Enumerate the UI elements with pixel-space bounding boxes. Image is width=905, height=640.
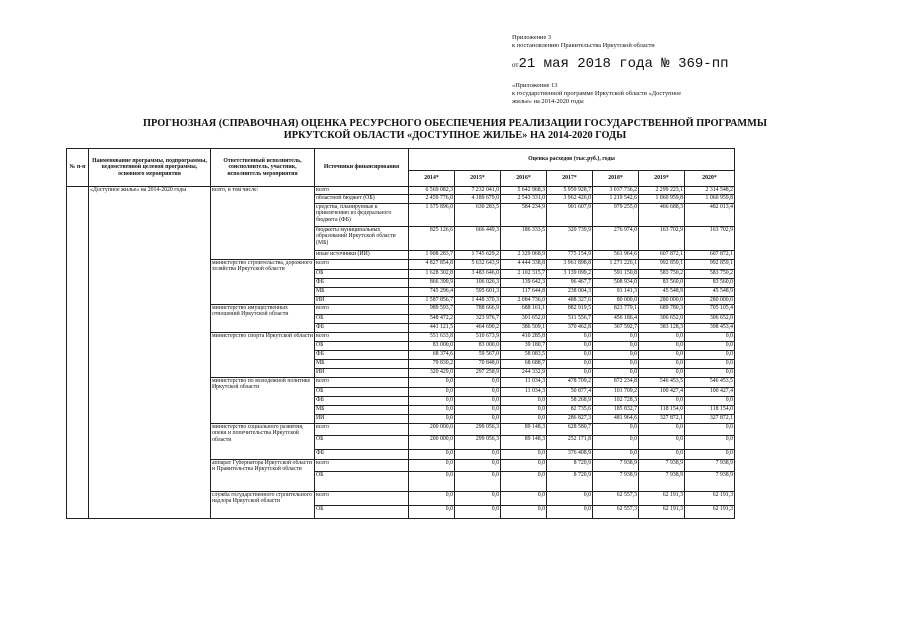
resource-table [66, 148, 735, 519]
resolution-reference: к постановлению Правительства Иркутской области [512, 42, 655, 49]
cell-program-name: «Доступное жилье» на 2014-2020 годы [89, 187, 211, 519]
cell-value: 410 285,8 [501, 332, 547, 341]
document-title-line2: ИРКУТСКОЙ ОБЛАСТИ «ДОСТУПНОЕ ЖИЛЬЕ» НА 2014-2020 ГОДЫ [283, 130, 627, 141]
cell-value: 0,0 [593, 435, 639, 449]
cell-value: 62 191,3 [639, 505, 685, 518]
cell-value: 0,0 [685, 350, 735, 359]
cell-value: 0,0 [639, 423, 685, 435]
col-header-source: Источники финансирования [315, 149, 409, 187]
cell-responsible: министерство строительства, дорожного хозяйства Иркутской области [211, 259, 315, 304]
cell-value: 872 234,8 [593, 377, 639, 387]
cell-value: 607 872,1 [685, 250, 735, 259]
cell-value: 488 327,6 [547, 296, 593, 304]
cell-value: 561 964,6 [593, 250, 639, 259]
cell-responsible: министерство социального развития, опеки и попечительства Иркутской области [211, 423, 315, 459]
cell-value: 0,0 [547, 341, 593, 350]
cell-value: 327 872,1 [685, 414, 735, 423]
cell-source: всего [315, 459, 409, 471]
cell-value: 4 444 338,8 [501, 259, 547, 269]
cell-value: 551 633,8 [409, 332, 455, 341]
col-header-name: Наименование программы, подпрограммы, ведомственной целевой программы, основного мероприятия [89, 149, 211, 187]
cell-value: 1 587 856,7 [409, 296, 455, 304]
col-header-no: № п-п [67, 149, 89, 187]
cell-value: 280 000,0 [685, 296, 735, 304]
appendix-label: Приложение 3 [512, 34, 552, 41]
cell-value: 0,0 [685, 396, 735, 405]
cell-value: 0,0 [409, 387, 455, 396]
cell-value: 100 427,4 [685, 387, 735, 396]
cell-value: 323 976,7 [455, 314, 501, 323]
cell-value: 745 296,4 [409, 287, 455, 296]
cell-value: 11 034,3 [501, 387, 547, 396]
cell-value: 0,0 [547, 505, 593, 518]
cell-value: 96 467,7 [547, 278, 593, 287]
cell-source: ФБ [315, 396, 409, 405]
cell-value: 83 000,0 [455, 341, 501, 350]
cell-value: 58 268,9 [547, 396, 593, 405]
cell-value: 0,0 [593, 368, 639, 377]
cell-value: 238 004,3 [547, 287, 593, 296]
cell-value: 788 666,9 [455, 304, 501, 314]
cell-value: 58 083,5 [501, 350, 547, 359]
cell-source: всего [315, 332, 409, 341]
date-prefix: от [512, 61, 519, 69]
cell-value: 2 329 068,9 [501, 250, 547, 259]
cell-value: 607 872,1 [639, 250, 685, 259]
cell-value: 0,0 [685, 368, 735, 377]
cell-source: ОБ [315, 314, 409, 323]
cell-value: 0,0 [685, 423, 735, 435]
cell-value: 301 652,0 [501, 314, 547, 323]
cell-value: 0,0 [593, 359, 639, 368]
cell-value: 83 560,0 [685, 278, 735, 287]
cell-value: 0,0 [639, 449, 685, 459]
cell-value: 0,0 [685, 449, 735, 459]
cell-value: 591 150,8 [593, 269, 639, 278]
cell-value: 0,0 [639, 341, 685, 350]
cell-value: 286 827,3 [547, 414, 593, 423]
cell-value: 0,0 [409, 449, 455, 459]
cell-value: 901 607,9 [547, 203, 593, 226]
cell-value: 0,0 [685, 332, 735, 341]
cell-value: 80 000,0 [593, 296, 639, 304]
table-row [67, 187, 735, 195]
cell-value: 0,0 [501, 449, 547, 459]
cell-value: 992 859,1 [639, 259, 685, 269]
cell-value: 0,0 [593, 341, 639, 350]
cell-value: 0,0 [455, 471, 501, 491]
cell-value: 8 720,9 [547, 459, 593, 471]
cell-value: 688 161,1 [501, 304, 547, 314]
cell-value: 0,0 [455, 459, 501, 471]
cell-value: 0,0 [501, 414, 547, 423]
cell-value: 5 632 643,9 [455, 259, 501, 269]
cell-source: всего [315, 377, 409, 387]
cell-source: всего [315, 259, 409, 269]
cell-value: 82 735,6 [547, 405, 593, 414]
cell-value: 456 186,4 [593, 314, 639, 323]
cell-value: 0,0 [455, 505, 501, 518]
cell-value: 7 938,9 [685, 471, 735, 491]
cell-value: 478 709,2 [547, 377, 593, 387]
cell-value: 163 702,9 [685, 226, 735, 250]
cell-value: 0,0 [639, 368, 685, 377]
cell-value: 510 673,9 [455, 332, 501, 341]
col-header-year: 2015* [455, 171, 501, 187]
cell-source: ФБ [315, 449, 409, 459]
cell-value: 0,0 [455, 405, 501, 414]
cell-value: 866 399,9 [409, 278, 455, 287]
cell-value: 1 060 959,8 [685, 194, 735, 203]
cell-value: 398 453,4 [685, 323, 735, 332]
cell-source: ИИ [315, 296, 409, 304]
cell-value: 0,0 [455, 449, 501, 459]
cell-responsible: аппарат Губернатора Иркутской области и Правительства Иркутской области [211, 459, 315, 491]
cell-value: 89 148,3 [501, 423, 547, 435]
cell-source: областной бюджет (ОБ) [315, 194, 409, 203]
cell-value: 4 189 679,0 [455, 194, 501, 203]
cell-value: 482 013,4 [685, 203, 735, 226]
cell-value: 163 702,9 [639, 226, 685, 250]
cell-value: 583 750,2 [685, 269, 735, 278]
cell-value: 139 642,3 [501, 278, 547, 287]
cell-value: 3 962 426,0 [547, 194, 593, 203]
cell-value: 7 938,9 [593, 471, 639, 491]
cell-value: 244 332,9 [501, 368, 547, 377]
cell-value: 466 688,3 [639, 203, 685, 226]
cell-value: 0,0 [409, 505, 455, 518]
cell-value: 5 959 928,7 [547, 187, 593, 195]
col-header-year: 2014* [409, 171, 455, 187]
col-header-estimate: Оценка расходов (тыс.руб.), годы [409, 149, 735, 171]
cell-responsible: министерство по молодежной политике Иркутской области [211, 377, 315, 423]
cell-value: 2 314 548,2 [685, 187, 735, 195]
cell-value: 45 548,9 [639, 287, 685, 296]
cell-value: 70 848,0 [455, 359, 501, 368]
cell-source: МБ [315, 287, 409, 296]
cell-responsible: министерство спорта Иркутской области [211, 332, 315, 377]
cell-source: ОБ [315, 505, 409, 518]
cell-value: 0,0 [409, 414, 455, 423]
cell-value: 0,0 [593, 332, 639, 341]
cell-value: 0,0 [593, 350, 639, 359]
cell-source: всего [315, 491, 409, 505]
cell-value: 367 592,7 [593, 323, 639, 332]
cell-value: 0,0 [685, 359, 735, 368]
cell-value: 0,0 [639, 350, 685, 359]
cell-value: 441 121,5 [409, 323, 455, 332]
cell-source: ОБ [315, 387, 409, 396]
cell-value: 689 780,3 [639, 304, 685, 314]
cell-value: 101 709,2 [593, 387, 639, 396]
date-number-text: 21 мая 2018 года № 369-пп [518, 56, 729, 72]
cell-value: 83 560,0 [639, 278, 685, 287]
cell-value: 0,0 [639, 396, 685, 405]
cell-value: 200 000,0 [409, 435, 455, 449]
cell-value: 186 333,5 [501, 226, 547, 250]
cell-value: 989 593,7 [409, 304, 455, 314]
cell-value: 306 652,0 [639, 314, 685, 323]
cell-value: 0,0 [409, 377, 455, 387]
cell-value: 0,0 [409, 459, 455, 471]
cell-source: ФБ [315, 350, 409, 359]
cell-value: 39 180,7 [501, 341, 547, 350]
cell-value: 7 938,9 [685, 459, 735, 471]
document-title-line1: ПРОГНОЗНАЯ (СПРАВОЧНАЯ) ОЦЕНКА РЕСУРСНОГО ОБЕСПЕЧЕНИЯ РЕАЛИЗАЦИИ ГОСУДАРСТВЕННОЙ ПРОГРАММЫ [143, 118, 767, 129]
cell-value: 464 690,2 [455, 323, 501, 332]
col-header-year: 2016* [501, 171, 547, 187]
cell-value: 0,0 [593, 449, 639, 459]
col-header-year: 2020* [685, 171, 735, 187]
cell-value: 200 000,0 [409, 423, 455, 435]
cell-value: 775 154,9 [547, 250, 593, 259]
cell-value: 7 938,9 [593, 459, 639, 471]
resolution-date-number [512, 56, 729, 73]
cell-value: 383 128,3 [639, 323, 685, 332]
cell-value: 299 056,3 [455, 423, 501, 435]
cell-value: 83 000,0 [409, 341, 455, 350]
cell-value: 2 459 776,0 [409, 194, 455, 203]
cell-value: 0,0 [685, 435, 735, 449]
program-reference: к государственной программе Иркутской области «Доступное [512, 90, 682, 97]
col-header-responsible: Ответственный исполнитель, соисполнитель, участник, исполнитель мероприятия [211, 149, 315, 187]
cell-value: 100 427,4 [639, 387, 685, 396]
cell-value: 0,0 [639, 359, 685, 368]
cell-source: иные источники (ИИ) [315, 250, 409, 259]
cell-value: 370 462,8 [547, 323, 593, 332]
cell-value: 825 126,6 [409, 226, 455, 250]
cell-value: 62 191,3 [685, 505, 735, 518]
cell-value: 0,0 [593, 423, 639, 435]
cell-value: 1 908 283,7 [409, 250, 455, 259]
cell-value: 3 483 646,0 [455, 269, 501, 278]
cell-value: 628 580,7 [547, 423, 593, 435]
cell-value: 376 408,9 [547, 449, 593, 459]
cell-value: 705 105,4 [685, 304, 735, 314]
cell-value: 7 938,9 [639, 471, 685, 491]
cell-value: 280 000,0 [639, 296, 685, 304]
cell-no [67, 187, 89, 519]
cell-value: 508 934,0 [593, 278, 639, 287]
cell-value: 320 739,9 [547, 226, 593, 250]
cell-value: 1 745 629,2 [455, 250, 501, 259]
cell-value: 62 557,3 [593, 505, 639, 518]
cell-value: 50 877,4 [547, 387, 593, 396]
cell-value: 89 148,3 [501, 435, 547, 449]
cell-value: 45 548,9 [685, 287, 735, 296]
cell-value: 0,0 [685, 341, 735, 350]
cell-value: 882 919,5 [547, 304, 593, 314]
cell-value: 2 102 315,7 [501, 269, 547, 278]
cell-value: 2 543 331,0 [501, 194, 547, 203]
cell-value: 666 449,3 [455, 226, 501, 250]
cell-value: 584 234,9 [501, 203, 547, 226]
cell-value: 3 139 099,2 [547, 269, 593, 278]
cell-value: 1 375 896,0 [409, 203, 455, 226]
cell-value: 0,0 [501, 471, 547, 491]
program-period: жилье» на 2014-2020 годы [512, 98, 584, 105]
cell-value: 276 974,0 [593, 226, 639, 250]
cell-value: 59 567,0 [455, 350, 501, 359]
cell-value: 2 299 223,1 [639, 187, 685, 195]
cell-value: 1 448 370,3 [455, 296, 501, 304]
cell-source: всего [315, 187, 409, 195]
cell-value: 0,0 [501, 396, 547, 405]
cell-value: 0,0 [455, 491, 501, 505]
cell-value: 0,0 [501, 491, 547, 505]
col-header-year: 2017* [547, 171, 593, 187]
cell-value: 7 232 041,0 [455, 187, 501, 195]
cell-value: 583 750,2 [639, 269, 685, 278]
cell-value: 6 569 082,3 [409, 187, 455, 195]
cell-value: 117 644,8 [501, 287, 547, 296]
cell-value: 68 688,7 [501, 359, 547, 368]
cell-source: ОБ [315, 471, 409, 491]
cell-value: 297 258,9 [455, 368, 501, 377]
cell-value: 0,0 [455, 396, 501, 405]
cell-value: 630 283,5 [455, 203, 501, 226]
cell-value: 1 271 226,1 [593, 259, 639, 269]
cell-value: 91 141,3 [593, 287, 639, 296]
cell-value: 252 171,8 [547, 435, 593, 449]
cell-source: ИИ [315, 368, 409, 377]
cell-value: 5 642 968,3 [501, 187, 547, 195]
cell-value: 546 453,5 [685, 377, 735, 387]
cell-value: 1 628 302,8 [409, 269, 455, 278]
cell-value: 4 827 854,8 [409, 259, 455, 269]
cell-value: 306 652,0 [685, 314, 735, 323]
cell-source: средства, планируемые к привлечению из федерального бюджета (ФБ) [315, 203, 409, 226]
program-appendix-label: «Приложение 13 [512, 82, 558, 89]
cell-value: 11 034,3 [501, 377, 547, 387]
cell-value: 595 601,3 [455, 287, 501, 296]
cell-value: 185 832,7 [593, 405, 639, 414]
cell-source: ОБ [315, 269, 409, 278]
cell-value: 1 219 542,6 [593, 194, 639, 203]
cell-source: бюджеты муниципальных образований Иркутской области (МБ) [315, 226, 409, 250]
cell-responsible: министерство имущественных отношений Иркутской области [211, 304, 315, 332]
cell-value: 3 037 736,2 [593, 187, 639, 195]
cell-value: 548 472,2 [409, 314, 455, 323]
cell-value: 79 830,2 [409, 359, 455, 368]
cell-value: 0,0 [455, 387, 501, 396]
cell-value: 0,0 [409, 405, 455, 414]
cell-value: 386 509,1 [501, 323, 547, 332]
cell-value: 0,0 [409, 491, 455, 505]
cell-value: 106 026,3 [455, 278, 501, 287]
cell-value: 992 859,1 [685, 259, 735, 269]
cell-source: ОБ [315, 435, 409, 449]
cell-value: 0,0 [547, 368, 593, 377]
cell-value: 68 374,6 [409, 350, 455, 359]
cell-value: 0,0 [639, 435, 685, 449]
cell-value: 7 938,9 [639, 459, 685, 471]
cell-value: 0,0 [547, 332, 593, 341]
cell-value: 0,0 [639, 332, 685, 341]
cell-source: ФБ [315, 278, 409, 287]
col-header-year: 2018* [593, 171, 639, 187]
cell-value: 979 255,0 [593, 203, 639, 226]
cell-value: 0,0 [547, 359, 593, 368]
cell-value: 1 060 959,8 [639, 194, 685, 203]
cell-value: 62 557,3 [593, 491, 639, 505]
cell-source: МБ [315, 359, 409, 368]
cell-value: 0,0 [455, 414, 501, 423]
cell-value: 0,0 [547, 350, 593, 359]
cell-value: 62 191,3 [685, 491, 735, 505]
cell-responsible: всего, в том числе: [211, 187, 315, 260]
cell-value: 102 728,3 [593, 396, 639, 405]
cell-value: 823 779,1 [593, 304, 639, 314]
cell-value: 511 556,7 [547, 314, 593, 323]
cell-value: 0,0 [409, 471, 455, 491]
cell-source: всего [315, 423, 409, 435]
cell-value: 0,0 [501, 405, 547, 414]
cell-value: 3 961 898,8 [547, 259, 593, 269]
cell-source: ИИ [315, 414, 409, 423]
cell-value: 118 154,0 [685, 405, 735, 414]
cell-value: 546 453,5 [639, 377, 685, 387]
cell-source: ФБ [315, 323, 409, 332]
cell-value: 0,0 [409, 396, 455, 405]
cell-value: 0,0 [547, 491, 593, 505]
cell-value: 0,0 [501, 459, 547, 471]
cell-value: 0,0 [455, 377, 501, 387]
cell-value: 62 191,3 [639, 491, 685, 505]
cell-value: 2 084 736,0 [501, 296, 547, 304]
cell-responsible: служба государственного строительного надзора Иркутской области [211, 491, 315, 518]
cell-value: 8 720,9 [547, 471, 593, 491]
cell-source: ОБ [315, 341, 409, 350]
cell-source: МБ [315, 405, 409, 414]
col-header-year: 2019* [639, 171, 685, 187]
cell-value: 481 964,6 [593, 414, 639, 423]
cell-value: 118 154,0 [639, 405, 685, 414]
cell-value: 299 056,3 [455, 435, 501, 449]
cell-value: 320 429,0 [409, 368, 455, 377]
cell-source: всего [315, 304, 409, 314]
cell-value: 327 872,1 [639, 414, 685, 423]
cell-value: 0,0 [501, 505, 547, 518]
